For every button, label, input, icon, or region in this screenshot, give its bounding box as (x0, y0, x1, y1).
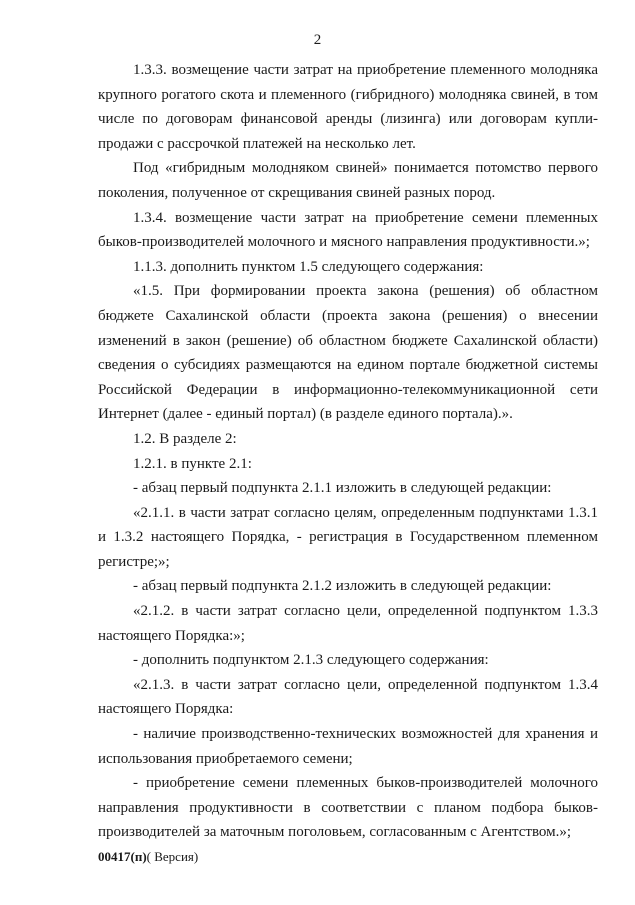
paragraph: «2.1.3. в части затрат согласно цели, определенной подпунктом 1.3.4 настоящего Порядка: (98, 676, 598, 718)
paragraph: Под «гибридным молодняком свиней» понимается потомство первого поколения, полученное от скрещивания свиней разных пород. (98, 160, 598, 201)
paragraph: - дополнить подпунктом 2.1.3 следующего содержания: (133, 652, 489, 669)
document-code: 00417(п) (98, 849, 147, 864)
document-body (98, 58, 598, 845)
paragraph: «2.1.2. в части затрат согласно цели, определенной подпунктом 1.3.3 настоящего Порядка:»; (98, 603, 598, 644)
paragraph: - наличие производственно-технических возможностей для хранения и использования приобретаемого семени; (98, 726, 598, 767)
document-footer (98, 848, 198, 866)
paragraph: - абзац первый подпункта 2.1.2 изложить в следующей редакции: (133, 578, 552, 595)
paragraph: 1.2. В разделе 2: (133, 430, 237, 447)
paragraph: 1.3.3. возмещение части затрат на приобретение племенного молодняка крупного рогатого скота и племенного (гибридного) молодняка свиней, в том числе по договорам финансовой аренды (лизинга) или договорам купли-продажи с рассрочкой платежей на несколько лет. (98, 62, 598, 152)
paragraph: 1.3.4. возмещение части затрат на приобретение семени племенных быков-производителей молочного и мясного направления продуктивности.»; (98, 209, 598, 251)
paragraph: - абзац первый подпункта 2.1.1 изложить в следующей редакции: (133, 480, 552, 497)
paragraph: 1.1.3. дополнить пунктом 1.5 следующего содержания: (133, 258, 484, 275)
version-label: ( Версия) (146, 849, 199, 864)
page-number: 2 (313, 32, 322, 48)
paragraph: 1.2.1. в пункте 2.1: (133, 455, 252, 472)
paragraph: «2.1.1. в части затрат согласно целям, определенным подпунктами 1.3.1 и 1.3.2 настоящего Порядка, - регистрация в Государственном племенном регистре;»; (98, 504, 598, 570)
paragraph: «1.5. При формировании проекта закона (решения) об областном бюджете Сахалинской области (проекта закона (решения) о внесении изменений в закон (решение) об областном бюджете Сахалинской области) сведения о субсидиях размещаются на едином портале бюджетной системы Российской Федерации в информационно-телекоммуникационной сети Интернет (далее - единый портал) (в разделе единого портала).». (98, 283, 598, 423)
paragraph: - приобретение семени племенных быков-производителей молочного направления продуктивности в соответствии с планом подбора быков-производителей за маточным поголовьем, согласованным с Агентством.»; (98, 775, 598, 841)
